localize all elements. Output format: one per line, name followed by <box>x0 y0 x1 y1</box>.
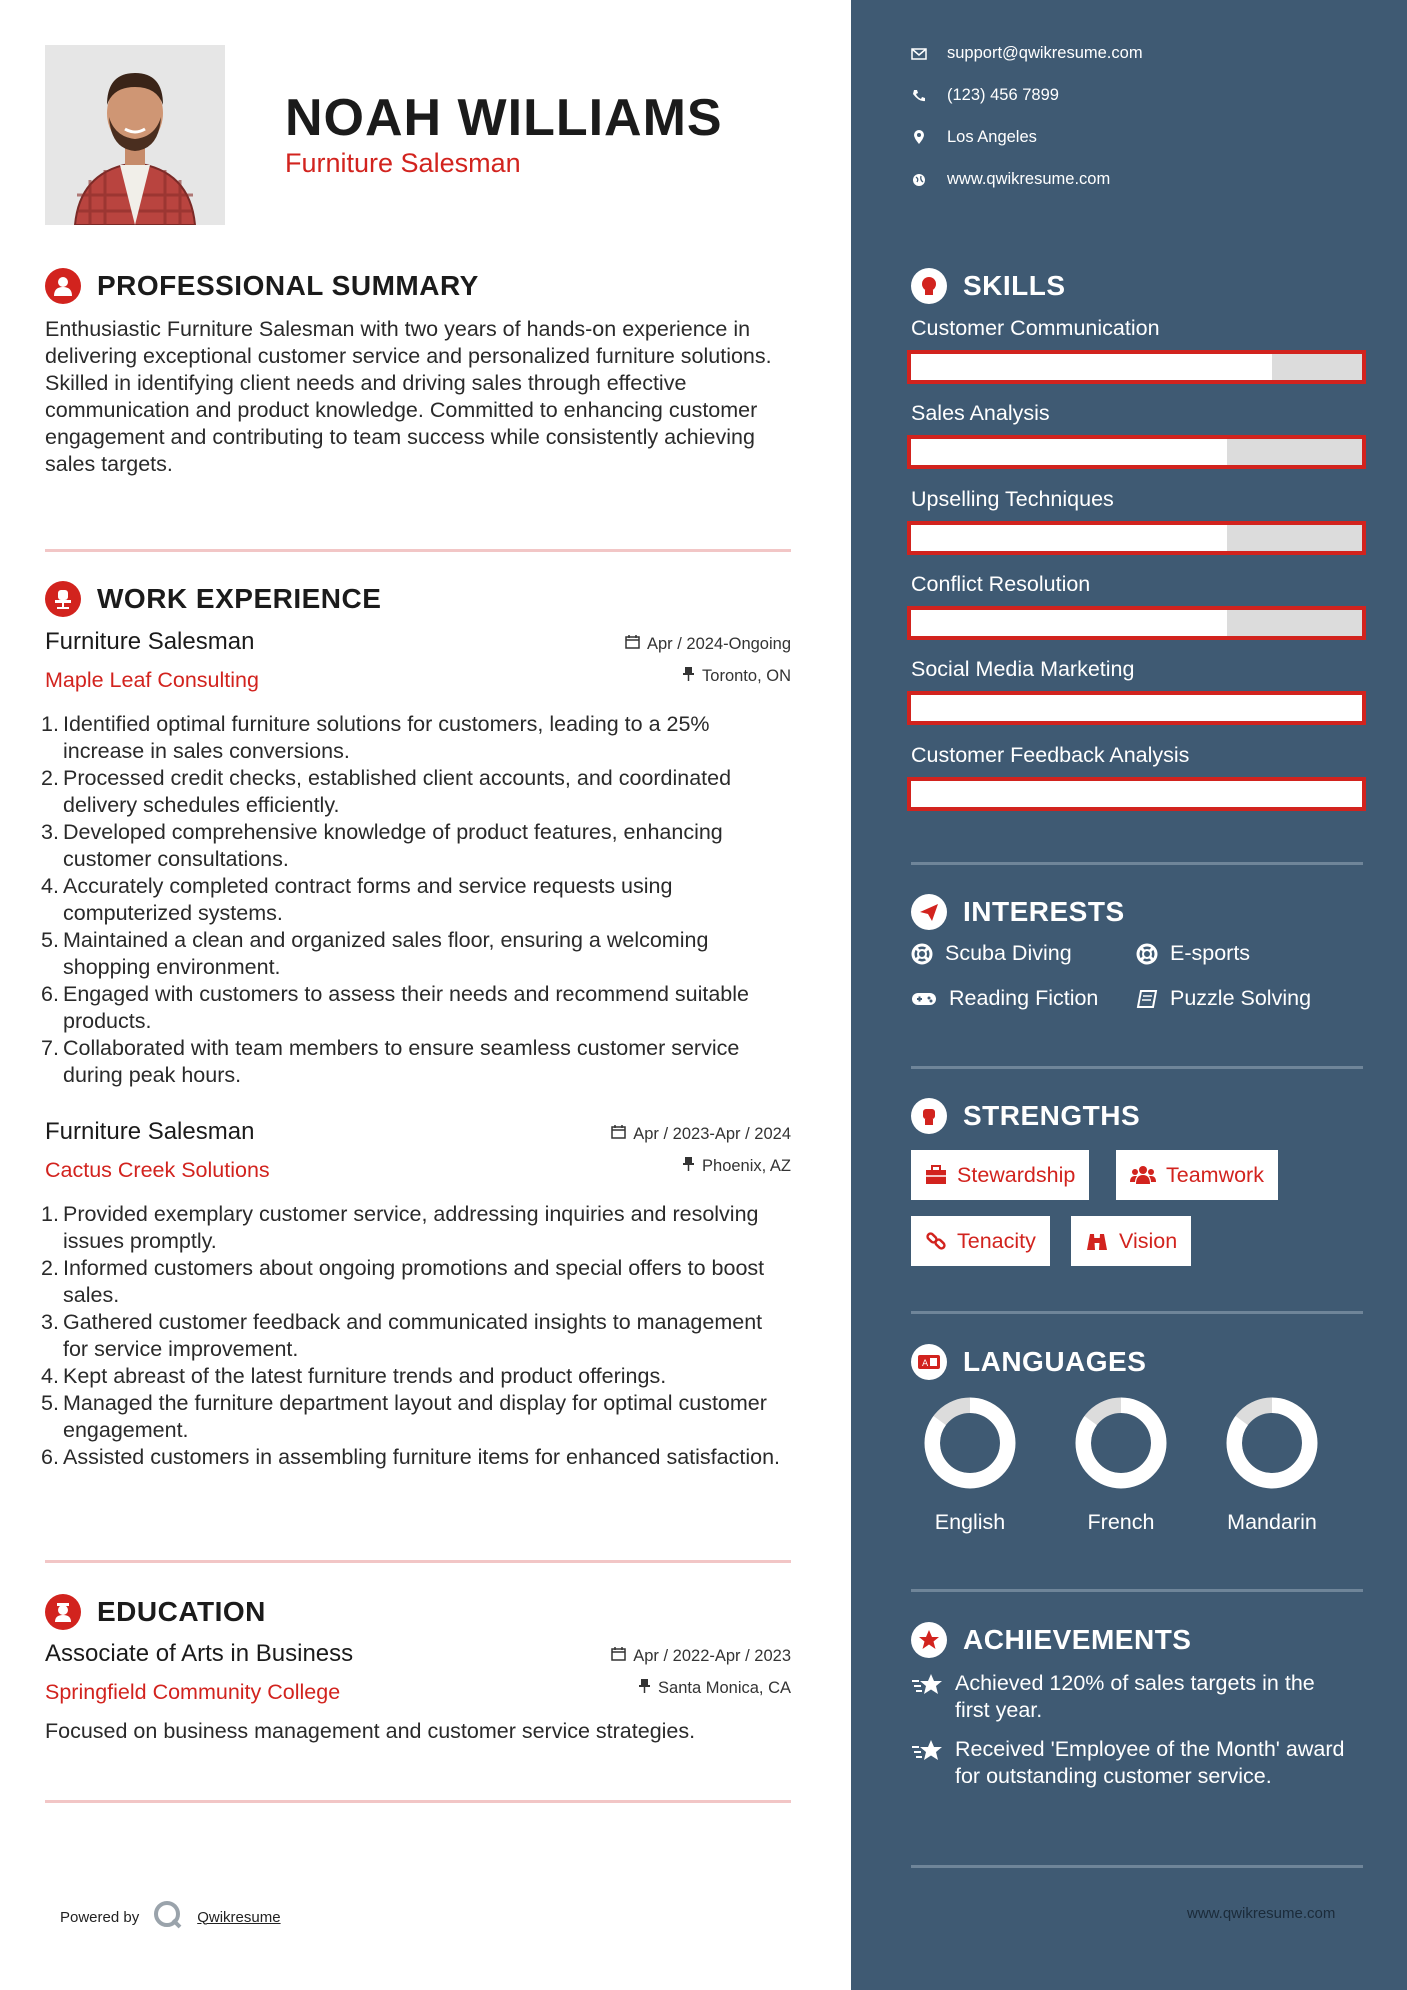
list-item: 5. Managed the furniture department layout and display for optimal customer engagement. <box>41 1391 767 1442</box>
languages-heading <box>911 1344 1146 1380</box>
book-icon <box>1136 988 1158 1010</box>
section-divider <box>45 1800 791 1803</box>
contact-phone[interactable] <box>911 86 1059 105</box>
qwikresume-link[interactable]: Qwikresume <box>197 1908 281 1926</box>
users-icon <box>1130 1165 1156 1185</box>
education-description: Focused on business management and customer service strategies. <box>45 1719 696 1743</box>
star-icon <box>911 1622 947 1658</box>
binoculars-icon <box>1085 1230 1109 1252</box>
job-title: Furniture Salesman <box>45 1118 255 1145</box>
calendar-icon <box>611 1646 626 1666</box>
education-location <box>638 1678 791 1698</box>
list-item: 7. Collaborated with team members to ensure seamless customer service during peak hours. <box>41 1036 740 1087</box>
link-icon <box>925 1230 947 1252</box>
education-title: EDUCATION <box>97 1596 266 1627</box>
interest-item <box>1136 986 1311 1011</box>
shooting-star-icon <box>911 1670 945 1724</box>
language-item <box>1217 1395 1327 1535</box>
user-circle-icon <box>45 268 81 304</box>
calendar-icon <box>625 634 640 654</box>
skill-bar <box>907 521 1366 555</box>
contact-location-text: Los Angeles <box>947 128 1037 146</box>
job-dates-text: Apr / 2024-Ongoing <box>646 634 791 653</box>
list-item: 2. Informed customers about ongoing promotions and special offers to boost sales. <box>41 1256 765 1307</box>
paper-plane-icon <box>911 894 947 930</box>
lifebuoy-icon <box>1136 943 1158 965</box>
section-divider <box>911 1589 1363 1592</box>
phone-icon <box>911 89 927 103</box>
section-divider <box>911 1865 1363 1868</box>
summary-text: Enthusiastic Furniture Salesman with two years of hands-on experience in delivering exceptional customer service and personalized furniture solutions. Skilled in identifying client needs and driving sales through effective communication and product knowledge. Committed to enhancing customer engagement and contributing to team success while consistently achieving sales targets. <box>45 317 772 476</box>
skills-title: SKILLS <box>963 270 1066 301</box>
interest-label: Puzzle Solving <box>1170 986 1312 1010</box>
contact-website-text: www.qwikresume.com <box>947 170 1111 188</box>
fist-icon <box>911 1098 947 1134</box>
interest-label: Scuba Diving <box>945 941 1072 965</box>
strength-label: Tenacity <box>957 1228 1036 1253</box>
skill-label: Customer Communication <box>911 316 1160 340</box>
skill-label: Sales Analysis <box>911 401 1050 425</box>
job-entry <box>41 628 791 1089</box>
strength-chip <box>1116 1150 1278 1200</box>
skill-bar-fill <box>911 610 1227 636</box>
language-label: French <box>1087 1510 1155 1534</box>
achievement-text: Received 'Employee of the Month' award for outstanding customer service. <box>955 1737 1345 1788</box>
strength-label: Teamwork <box>1166 1162 1264 1187</box>
interest-item <box>911 986 1098 1011</box>
briefcase-icon <box>925 1165 947 1185</box>
education-heading <box>45 1594 266 1630</box>
achievements-title: ACHIEVEMENTS <box>963 1624 1192 1655</box>
list-item: 2. Processed credit checks, established client accounts, and coordinated delivery schedules efficiently. <box>41 766 732 817</box>
contact-email-text: support@qwikresume.com <box>947 44 1143 62</box>
job-responsibilities <box>41 711 791 1089</box>
powered-by <box>60 1900 281 1934</box>
svg-text:A: A <box>922 1359 929 1369</box>
job-title: Furniture Salesman <box>45 628 255 655</box>
achievement-text: Achieved 120% of sales targets in the first year. <box>955 1671 1315 1722</box>
skill-bar-fill <box>911 525 1227 551</box>
chair-icon <box>45 581 81 617</box>
shooting-star-icon <box>911 1736 945 1790</box>
calendar-icon <box>611 1124 626 1144</box>
achievement-item <box>911 1736 1351 1790</box>
contact-email[interactable] <box>911 44 1143 63</box>
achievement-item <box>911 1670 1351 1724</box>
skill-bar-fill <box>911 781 1362 807</box>
degree: Associate of Arts in Business <box>45 1640 354 1667</box>
section-divider <box>45 549 791 552</box>
list-item: 3. Gathered customer feedback and communicated insights to management for service improvement. <box>41 1310 763 1361</box>
section-divider <box>45 1560 791 1563</box>
strength-chip <box>911 1216 1050 1266</box>
gamepad-icon <box>911 990 937 1008</box>
job-dates-text: Apr / 2023-Apr / 2024 <box>633 1124 791 1143</box>
interest-label: E-sports <box>1170 941 1251 965</box>
job-location-text: Toronto, ON <box>702 666 791 685</box>
graduate-icon <box>45 1594 81 1630</box>
qwikresume-logo-icon <box>153 1900 183 1934</box>
language-item <box>915 1395 1025 1535</box>
language-ring <box>1224 1395 1320 1491</box>
job-location <box>682 1156 791 1176</box>
skill-bar <box>907 350 1366 384</box>
skill-bar <box>907 691 1366 725</box>
candidate-role: Furniture Salesman <box>285 148 521 178</box>
strength-chip <box>911 1150 1089 1200</box>
education-dates <box>611 1646 791 1666</box>
contact-location <box>911 128 1037 147</box>
pin-icon <box>638 1678 651 1698</box>
skill-label: Upselling Techniques <box>911 487 1114 511</box>
skill-bar-fill <box>911 695 1362 721</box>
list-item: 4. Kept abreast of the latest furniture trends and product offerings. <box>41 1364 667 1388</box>
list-item: 3. Developed comprehensive knowledge of product features, enhancing customer consultations. <box>41 820 723 871</box>
globe-icon <box>911 173 927 187</box>
contact-phone-text: (123) 456 7899 <box>947 86 1059 104</box>
list-item: 4. Accurately completed contract forms and service requests using computerized systems. <box>41 874 673 925</box>
job-company: Cactus Creek Solutions <box>45 1158 270 1182</box>
job-dates <box>625 634 791 654</box>
interests-heading <box>911 894 1125 930</box>
list-item: 6. Engaged with customers to assess their needs and recommend suitable products. <box>41 982 749 1033</box>
list-item: 5. Maintained a clean and organized sales floor, ensuring a welcoming shopping environment. <box>41 928 709 979</box>
summary-title: PROFESSIONAL SUMMARY <box>97 270 479 301</box>
job-responsibilities <box>41 1201 791 1471</box>
skill-label: Conflict Resolution <box>911 572 1091 596</box>
language-label: English <box>934 1510 1006 1534</box>
section-divider <box>911 1066 1363 1069</box>
language-item <box>1066 1395 1176 1535</box>
lightbulb-icon <box>911 268 947 304</box>
job-entry <box>41 1118 791 1471</box>
job-location <box>682 666 791 686</box>
section-divider <box>911 1311 1363 1314</box>
language-ring <box>1073 1395 1169 1491</box>
skill-bar-fill <box>911 354 1272 380</box>
location-icon <box>911 130 927 145</box>
interest-label: Reading Fiction <box>949 986 1099 1010</box>
skill-label: Customer Feedback Analysis <box>911 743 1190 767</box>
strength-label: Stewardship <box>957 1162 1076 1187</box>
powered-by-label: Powered by <box>60 1908 140 1926</box>
education-entry <box>45 1640 791 1744</box>
candidate-name: NOAH WILLIAMS <box>285 89 723 147</box>
skill-bar <box>907 777 1366 811</box>
achievements-heading <box>911 1622 1191 1658</box>
skill-bar-fill <box>911 439 1227 465</box>
list-item: 1. Provided exemplary customer service, addressing inquiries and resolving issues promptly. <box>41 1202 759 1253</box>
job-company: Maple Leaf Consulting <box>45 668 259 692</box>
interest-item <box>1136 941 1250 966</box>
school: Springfield Community College <box>45 1680 341 1704</box>
strength-label: Vision <box>1119 1228 1178 1253</box>
pin-icon <box>682 1156 695 1176</box>
interests-title: INTERESTS <box>963 896 1125 927</box>
language-label: Mandarin <box>1227 1510 1317 1534</box>
pin-icon <box>682 666 695 686</box>
section-divider <box>911 862 1363 865</box>
profile-photo <box>45 45 225 225</box>
skills-heading <box>911 268 1066 304</box>
education-location-text: Santa Monica, CA <box>658 1678 791 1697</box>
envelope-icon <box>911 48 927 60</box>
skill-bar <box>907 606 1366 640</box>
summary-heading <box>45 268 479 304</box>
languages-title: LANGUAGES <box>963 1346 1147 1377</box>
interest-item <box>911 941 1072 966</box>
footer-website[interactable]: www.qwikresume.com <box>1187 1905 1336 1922</box>
language-ring <box>922 1395 1018 1491</box>
strengths-heading <box>911 1098 1140 1134</box>
experience-title: WORK EXPERIENCE <box>97 583 382 614</box>
strength-chip <box>1071 1216 1191 1266</box>
job-location-text: Phoenix, AZ <box>702 1156 791 1175</box>
skill-label: Social Media Marketing <box>911 657 1135 681</box>
lifebuoy-icon <box>911 943 933 965</box>
job-dates <box>611 1124 791 1144</box>
education-dates-text: Apr / 2022-Apr / 2023 <box>633 1646 791 1665</box>
skill-bar <box>907 435 1366 469</box>
list-item: 6. Assisted customers in assembling furniture items for enhanced satisfaction. <box>41 1445 780 1469</box>
list-item: 1. Identified optimal furniture solutions for customers, leading to a 25% increase in sales conversions. <box>41 712 710 763</box>
contact-website[interactable] <box>911 170 1110 189</box>
experience-heading <box>45 581 381 617</box>
translate-icon <box>911 1344 947 1380</box>
strengths-title: STRENGTHS <box>963 1100 1141 1131</box>
